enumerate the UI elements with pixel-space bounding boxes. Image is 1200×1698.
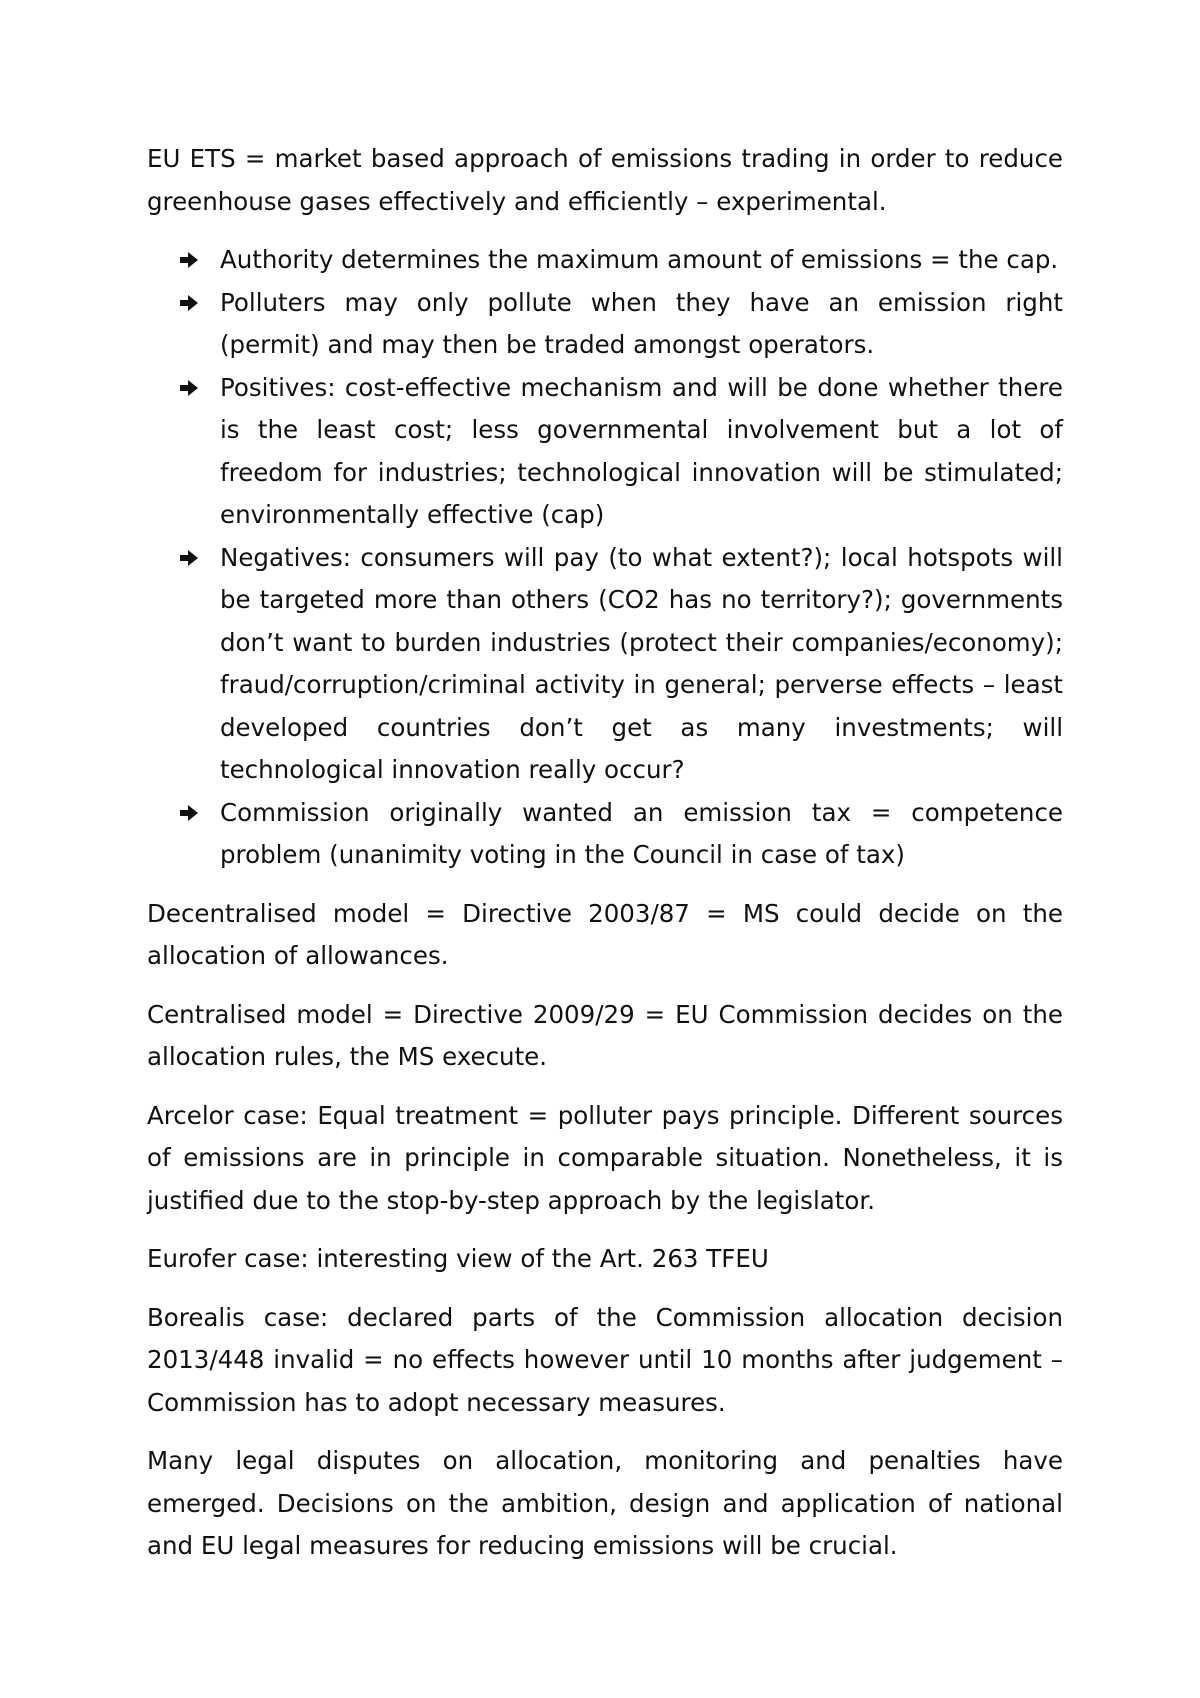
right-arrow-icon bbox=[178, 792, 208, 834]
disputes-paragraph: Many legal disputes on allocation, monitoring and penalties have emerged. Decisions on the ambition, design and application of national and EU legal measures for reducing emissions will be crucial. bbox=[147, 1446, 1063, 1560]
intro-paragraph: EU ETS = market based approach of emissions trading in order to reduce greenhouse gases effectively and efficiently – experimental. bbox=[147, 144, 1063, 216]
bullet-text: Commission originally wanted an emission tax = competence problem (unanimity voting in the Council in case of tax) bbox=[220, 797, 1063, 869]
bullet-text: Negatives: consumers will pay (to what extent?); local hotspots will be targeted more than others (CO2 has no territory?); governments don’t want to burden industries (protect their companies/economy); fraud/corruption/criminal activity in general; perverse effects – least developed countries don’t get as many investments; will technological innovation really occur? bbox=[220, 542, 1063, 784]
centralised-paragraph: Centralised model = Directive 2009/29 = EU Commission decides on the allocation rules, the MS execute. bbox=[147, 999, 1063, 1071]
document-page bbox=[147, 138, 1063, 1584]
bullet-item-commission bbox=[147, 792, 1063, 877]
bullet-list bbox=[147, 239, 1063, 877]
eurofer-paragraph: Eurofer case: interesting view of the Art. 263 TFEU bbox=[147, 1244, 769, 1273]
right-arrow-icon bbox=[178, 239, 208, 281]
bullet-text: Polluters may only pollute when they have an emission right (permit) and may then be traded amongst operators. bbox=[220, 287, 1063, 359]
decentralised-paragraph: Decentralised model = Directive 2003/87 = MS could decide on the allocation of allowances. bbox=[147, 898, 1063, 970]
bullet-text: Authority determines the maximum amount of emissions = the cap. bbox=[220, 245, 1059, 274]
bullet-item-permit bbox=[147, 282, 1063, 367]
bullet-item-negatives bbox=[147, 537, 1063, 792]
borealis-paragraph: Borealis case: declared parts of the Commission allocation decision 2013/448 invalid = no effects however until 10 months after judgement – Commission has to adopt necessary measures. bbox=[147, 1302, 1063, 1417]
bullet-text: Positives: cost-effective mechanism and will be done whether there is the least cost; less governmental involvement but a lot of freedom for industries; technological innovation will be stimulated; environmentally effective (cap) bbox=[220, 372, 1063, 529]
arcelor-paragraph: Arcelor case: Equal treatment = polluter pays principle. Different sources of emissions are in principle in comparable situation. Nonetheless, it is justified due to the stop-by-step approach by the legislator. bbox=[147, 1100, 1063, 1215]
right-arrow-icon bbox=[178, 282, 208, 324]
right-arrow-icon bbox=[178, 367, 208, 409]
bullet-item-positives bbox=[147, 367, 1063, 537]
right-arrow-icon bbox=[178, 537, 208, 579]
bullet-item-cap bbox=[147, 239, 1063, 282]
